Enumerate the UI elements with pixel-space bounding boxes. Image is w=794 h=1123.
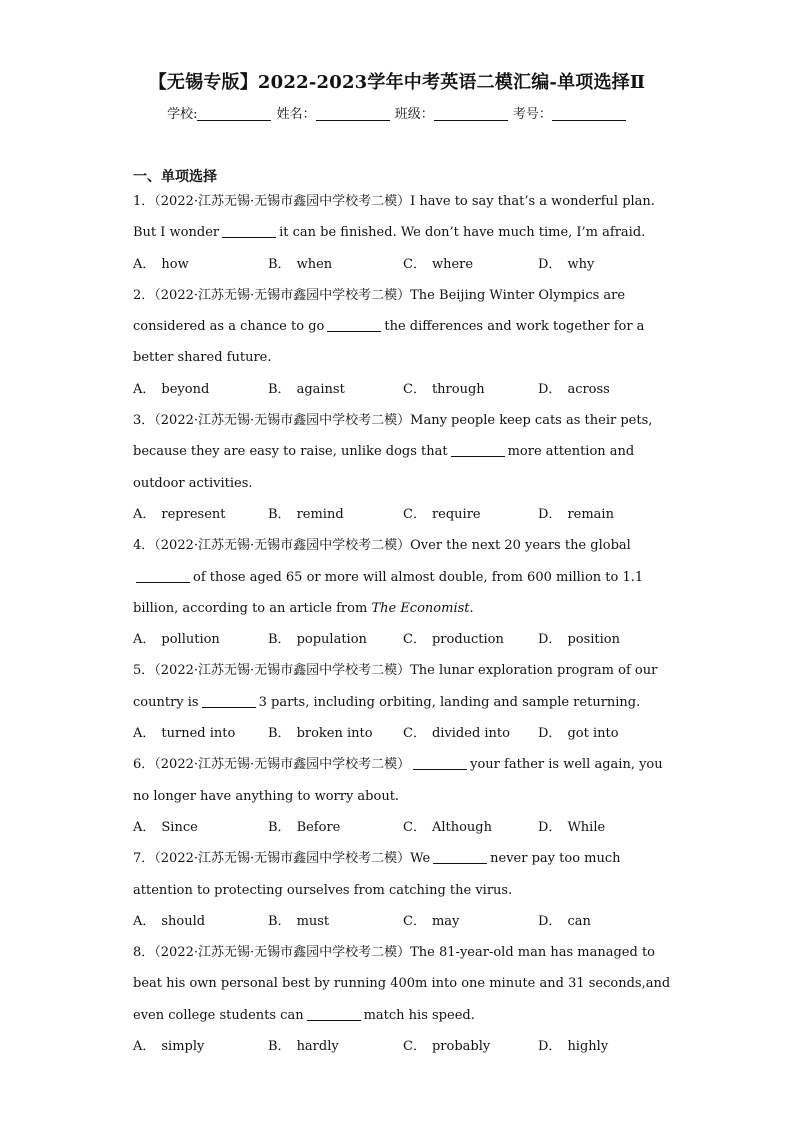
option-text: divided into (431, 726, 510, 742)
option-letter: D． (538, 726, 562, 742)
option-letter: C． (403, 819, 426, 835)
option-text: broken into (296, 726, 373, 742)
question-text-before: Many people keep cats as their pets, because they are easy to raise, unlike dogs that (133, 413, 653, 460)
option-letter: B． (268, 726, 291, 742)
question-source: （2022·江苏无锡·无锡市鑫园中学校考二模） (154, 194, 411, 209)
option-b[interactable] (268, 718, 403, 749)
option-a[interactable] (133, 718, 268, 749)
question-text-after: more attention and outdoor activities. (133, 444, 635, 491)
question-5 (133, 655, 673, 749)
option-c[interactable] (403, 812, 538, 843)
question-stem (133, 280, 673, 374)
class-label: 班级： (394, 107, 434, 122)
option-letter: D． (538, 819, 562, 835)
question-1 (133, 186, 673, 280)
option-c[interactable] (403, 906, 538, 937)
option-letter: A． (133, 1039, 156, 1055)
question-text-after: 3 parts, including orbiting, landing and sample returning. (258, 694, 641, 710)
answer-blank[interactable] (451, 444, 505, 457)
question-text-after: match his speed. (363, 1007, 475, 1023)
question-source: （2022·江苏无锡·无锡市鑫园中学校考二模） (154, 851, 411, 867)
question-stem (133, 749, 673, 812)
question-text-before: The Beijing Winter Olympics are considered as a chance to go (133, 287, 626, 335)
option-text: Since (161, 819, 198, 835)
options-row (133, 812, 673, 843)
question-number: 8． (133, 945, 155, 961)
option-letter: B． (268, 256, 291, 272)
question-3 (133, 405, 673, 530)
option-letter: A． (133, 726, 156, 742)
question-number: 5． (133, 663, 155, 679)
answer-blank[interactable] (222, 225, 276, 238)
question-text-after: never pay too much attention to protecting ourselves from catching the virus. (133, 851, 621, 898)
option-d[interactable] (538, 624, 673, 655)
option-b[interactable] (268, 1031, 403, 1062)
option-letter: A． (133, 819, 156, 835)
exam-number-label: 考号： (512, 107, 552, 122)
option-c[interactable] (403, 1031, 538, 1062)
option-letter: C． (403, 256, 426, 272)
question-number: 1． (133, 194, 155, 209)
answer-blank[interactable] (413, 757, 467, 770)
question-stem (133, 655, 673, 718)
question-8 (133, 937, 673, 1062)
option-a[interactable] (133, 624, 268, 655)
option-text: why (567, 256, 595, 272)
answer-blank[interactable] (433, 851, 487, 864)
option-letter: B． (268, 506, 291, 522)
option-d[interactable] (538, 374, 673, 405)
option-b[interactable] (268, 499, 403, 530)
question-source: （2022·江苏无锡·无锡市鑫园中学校考二模） (154, 757, 411, 773)
option-text: beyond (161, 381, 210, 397)
options-row (133, 1031, 673, 1062)
option-a[interactable] (133, 906, 268, 937)
option-b[interactable] (268, 812, 403, 843)
question-text-before: We (410, 851, 431, 867)
question-text-after: it can be finished. We don’t have much time, I’m afraid. (279, 225, 646, 241)
option-c[interactable] (403, 499, 538, 530)
option-b[interactable] (268, 249, 403, 280)
option-letter: A． (133, 381, 156, 397)
option-text: Although (431, 819, 492, 835)
option-d[interactable] (538, 812, 673, 843)
option-letter: A． (133, 506, 156, 522)
option-letter: B． (268, 913, 291, 929)
question-text-after: the differences and work together for a better shared future. (133, 319, 645, 366)
question-stem (133, 843, 673, 906)
option-text: Before (296, 819, 341, 835)
options-row (133, 499, 673, 530)
option-letter: C． (403, 1039, 426, 1055)
option-text: got into (567, 726, 619, 742)
option-d[interactable] (538, 1031, 673, 1062)
option-text: While (567, 819, 606, 835)
student-info-row (0, 103, 794, 122)
name-label: 姓名： (276, 107, 316, 122)
question-source: （2022·江苏无锡·无锡市鑫园中学校考二模） (154, 663, 411, 679)
option-text: turned into (161, 726, 236, 742)
option-letter: A． (133, 632, 156, 648)
option-a[interactable] (133, 374, 268, 405)
option-c[interactable] (403, 374, 538, 405)
option-letter: D． (538, 913, 562, 929)
option-text: how (161, 256, 189, 272)
option-d[interactable] (538, 499, 673, 530)
option-c[interactable] (403, 249, 538, 280)
option-letter: B． (268, 1039, 291, 1055)
option-text: position (567, 632, 620, 648)
option-c[interactable] (403, 624, 538, 655)
option-d[interactable] (538, 718, 673, 749)
answer-blank[interactable] (327, 319, 381, 332)
option-text: simply (161, 1039, 205, 1055)
option-text: must (296, 913, 330, 929)
exam-number-blank[interactable] (552, 106, 626, 121)
answer-blank[interactable] (202, 695, 256, 708)
option-d[interactable] (538, 906, 673, 937)
option-text: across (567, 381, 610, 397)
option-letter: C． (403, 913, 426, 929)
option-c[interactable] (403, 718, 538, 749)
question-source: （2022·江苏无锡·无锡市鑫园中学校考二模） (154, 945, 411, 961)
option-b[interactable] (268, 906, 403, 937)
option-letter: D． (538, 1039, 562, 1055)
options-row (133, 374, 673, 405)
publication-name: The Economist (371, 600, 470, 616)
question-stem (133, 530, 673, 624)
option-text: highly (567, 1039, 609, 1055)
options-row (133, 624, 673, 655)
question-number: 7． (133, 851, 155, 867)
option-letter: A． (133, 256, 156, 272)
option-text: may (431, 913, 460, 929)
option-text: require (431, 506, 481, 522)
option-letter: D． (538, 381, 562, 397)
question-text-before: The 81-year-old man has managed to beat his own personal best by running 400m into one minute and 31 seconds,and even college students can (133, 945, 671, 1023)
question-text-after: of those aged 65 or more will almost double, from 600 million to 1.1 billion, according to an article from (133, 569, 644, 616)
option-letter: D． (538, 256, 562, 272)
name-blank[interactable] (316, 106, 390, 121)
question-source: （2022·江苏无锡·无锡市鑫园中学校考二模） (154, 538, 411, 554)
option-text: population (296, 632, 367, 648)
question-text-after: your father is well again, you no longer have anything to worry about. (133, 757, 663, 804)
option-text: remind (296, 506, 344, 522)
question-text-before: The lunar exploration program of our country is (133, 663, 658, 710)
option-text: production (431, 632, 504, 648)
answer-blank[interactable] (307, 1008, 361, 1021)
question-list (133, 186, 673, 1062)
class-blank[interactable] (434, 106, 508, 121)
option-b[interactable] (268, 374, 403, 405)
option-a[interactable] (133, 812, 268, 843)
section-title: 一、单项选择 (133, 169, 217, 185)
question-source: （2022·江苏无锡·无锡市鑫园中学校考二模） (154, 413, 411, 429)
question-stem (133, 405, 673, 499)
option-text: when (296, 256, 333, 272)
option-text: represent (161, 506, 226, 522)
option-a[interactable] (133, 249, 268, 280)
option-text: remain (567, 506, 614, 522)
question-text-before: Over the next 20 years the global (410, 538, 631, 554)
option-a[interactable] (133, 1031, 268, 1062)
question-number: 3． (133, 413, 155, 429)
question-2 (133, 280, 673, 405)
option-text: where (431, 256, 474, 272)
option-letter: C． (403, 506, 426, 522)
option-text: against (296, 381, 345, 397)
answer-blank[interactable] (136, 570, 190, 583)
question-6 (133, 749, 673, 843)
page-title: 【无锡专版】2022-2023学年中考英语二模汇编-单项选择Ⅱ (148, 72, 646, 93)
question-number: 4． (133, 538, 155, 554)
option-text: can (567, 913, 591, 929)
question-text-tail: . (469, 600, 474, 616)
option-letter: C． (403, 632, 426, 648)
option-letter: B． (268, 381, 291, 397)
option-text: should (161, 913, 206, 929)
option-letter: C． (403, 726, 426, 742)
question-number: 6． (133, 757, 155, 773)
option-letter: D． (538, 632, 562, 648)
option-letter: A． (133, 913, 156, 929)
options-row (133, 249, 673, 280)
option-a[interactable] (133, 499, 268, 530)
question-source: （2022·江苏无锡·无锡市鑫园中学校考二模） (154, 287, 411, 303)
option-letter: B． (268, 819, 291, 835)
school-blank[interactable] (197, 106, 271, 121)
option-text: probably (431, 1039, 491, 1055)
question-stem (133, 937, 673, 1031)
option-b[interactable] (268, 624, 403, 655)
question-7 (133, 843, 673, 937)
option-letter: D． (538, 506, 562, 522)
option-letter: C． (403, 381, 426, 397)
question-number: 2． (133, 287, 155, 303)
option-text: pollution (161, 632, 220, 648)
option-letter: B． (268, 632, 291, 648)
options-row (133, 718, 673, 749)
option-d[interactable] (538, 249, 673, 280)
options-row (133, 906, 673, 937)
question-text-before: I have to say that’s a wonderful plan. But I wonder (133, 194, 655, 241)
school-label: 学校: (167, 107, 198, 122)
option-text: through (431, 381, 485, 397)
option-text: hardly (296, 1039, 339, 1055)
question-4 (133, 530, 673, 655)
question-stem (133, 186, 673, 249)
